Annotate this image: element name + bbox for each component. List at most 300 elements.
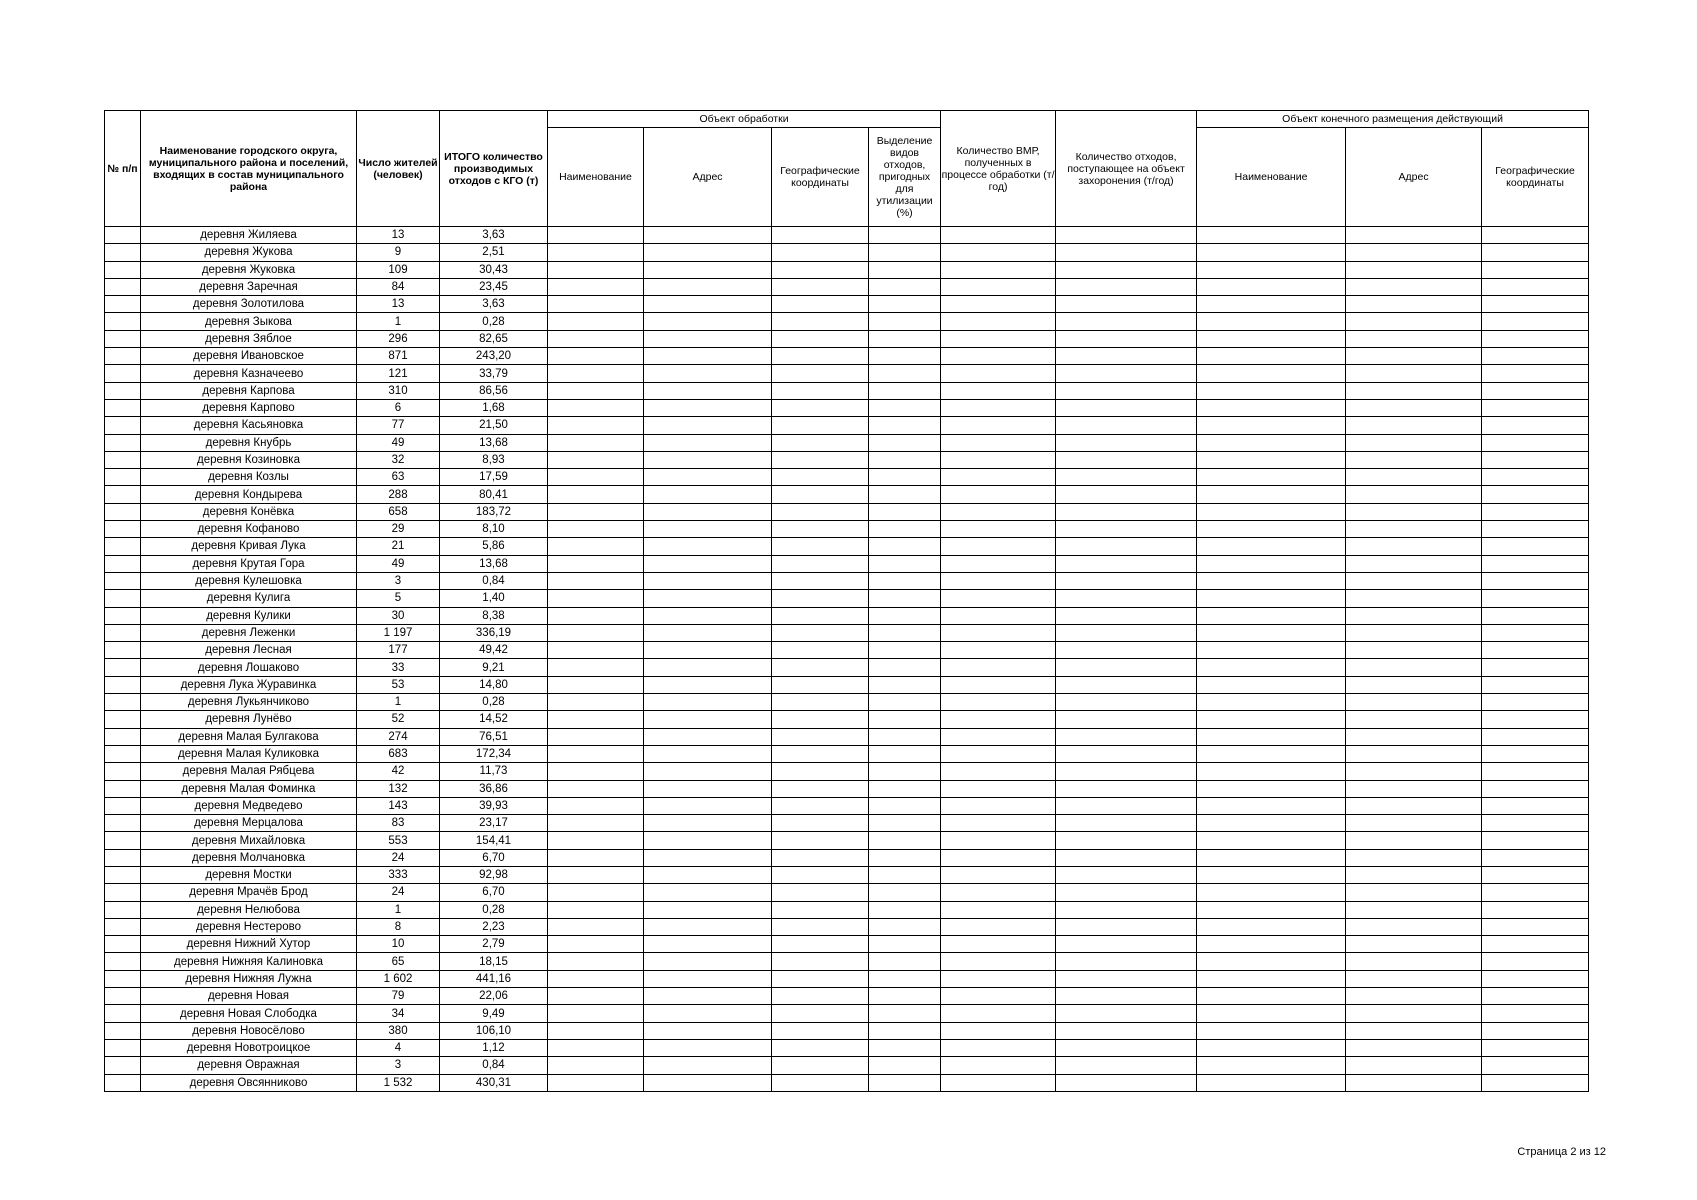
cell-name: деревня Ивановское — [141, 348, 357, 365]
cell-num — [105, 313, 141, 330]
cell-num — [105, 970, 141, 987]
cell-name: деревня Овсянниково — [141, 1074, 357, 1091]
cell-name: деревня Карпова — [141, 382, 357, 399]
cell-empty — [869, 988, 941, 1005]
cell-num — [105, 694, 141, 711]
cell-empty — [772, 763, 869, 780]
cell-empty — [644, 901, 772, 918]
cell-empty — [941, 728, 1056, 745]
cell-empty — [1482, 815, 1589, 832]
cell-empty — [548, 486, 644, 503]
cell-residents: 658 — [357, 503, 440, 520]
cell-num — [105, 797, 141, 814]
table-row — [105, 348, 1589, 365]
cell-num — [105, 866, 141, 883]
cell-empty — [1346, 417, 1482, 434]
cell-residents: 288 — [357, 486, 440, 503]
cell-empty — [941, 382, 1056, 399]
cell-empty — [1346, 330, 1482, 347]
cell-empty — [644, 849, 772, 866]
cell-empty — [644, 694, 772, 711]
cell-total: 18,15 — [440, 953, 548, 970]
cell-empty — [1346, 659, 1482, 676]
cell-empty — [1056, 815, 1197, 832]
cell-empty — [1056, 953, 1197, 970]
cell-empty — [1346, 572, 1482, 589]
cell-empty — [644, 1074, 772, 1091]
cell-name: деревня Нижний Хутор — [141, 936, 357, 953]
cell-residents: 4 — [357, 1039, 440, 1056]
cell-empty — [1197, 642, 1346, 659]
cell-empty — [644, 936, 772, 953]
cell-empty — [1197, 521, 1346, 538]
cell-empty — [644, 988, 772, 1005]
cell-num — [105, 417, 141, 434]
cell-empty — [548, 901, 644, 918]
cell-empty — [1056, 780, 1197, 797]
header-burial: Количество отходов, поступающее на объект захоронения (т/год) — [1056, 111, 1197, 227]
cell-name: деревня Кулешовка — [141, 572, 357, 589]
table-row — [105, 849, 1589, 866]
cell-empty — [548, 607, 644, 624]
cell-num — [105, 1022, 141, 1039]
cell-empty — [1197, 503, 1346, 520]
table-body — [105, 227, 1589, 1092]
cell-residents: 296 — [357, 330, 440, 347]
cell-empty — [644, 815, 772, 832]
cell-residents: 3 — [357, 1057, 440, 1074]
cell-num — [105, 676, 141, 693]
cell-empty — [1482, 1005, 1589, 1022]
cell-empty — [1197, 780, 1346, 797]
cell-empty — [548, 434, 644, 451]
cell-empty — [1197, 486, 1346, 503]
cell-empty — [1482, 763, 1589, 780]
cell-name: деревня Кнубрь — [141, 434, 357, 451]
cell-empty — [941, 521, 1056, 538]
cell-empty — [869, 278, 941, 295]
cell-empty — [1482, 1057, 1589, 1074]
cell-empty — [1482, 659, 1589, 676]
cell-residents: 143 — [357, 797, 440, 814]
cell-total: 0,28 — [440, 694, 548, 711]
cell-empty — [772, 936, 869, 953]
cell-num — [105, 365, 141, 382]
cell-total: 49,42 — [440, 642, 548, 659]
cell-empty — [1056, 728, 1197, 745]
cell-empty — [644, 884, 772, 901]
cell-empty — [1346, 901, 1482, 918]
cell-residents: 33 — [357, 659, 440, 676]
cell-empty — [1482, 538, 1589, 555]
cell-name: деревня Мерцалова — [141, 815, 357, 832]
table-row — [105, 1057, 1589, 1074]
cell-empty — [1056, 1005, 1197, 1022]
cell-name: деревня Малая Фоминка — [141, 780, 357, 797]
cell-empty — [1197, 694, 1346, 711]
cell-empty — [548, 1074, 644, 1091]
cell-empty — [1346, 1022, 1482, 1039]
cell-empty — [772, 694, 869, 711]
cell-empty — [644, 365, 772, 382]
cell-empty — [644, 970, 772, 987]
cell-empty — [1056, 348, 1197, 365]
cell-empty — [548, 348, 644, 365]
cell-residents: 310 — [357, 382, 440, 399]
cell-residents: 49 — [357, 434, 440, 451]
cell-empty — [772, 451, 869, 468]
cell-empty — [1197, 382, 1346, 399]
cell-empty — [644, 780, 772, 797]
cell-empty — [1482, 694, 1589, 711]
cell-name: деревня Жиляева — [141, 227, 357, 244]
cell-empty — [941, 1074, 1056, 1091]
cell-total: 1,40 — [440, 590, 548, 607]
cell-empty — [548, 659, 644, 676]
cell-num — [105, 486, 141, 503]
cell-name: деревня Кривая Лука — [141, 538, 357, 555]
cell-empty — [1482, 555, 1589, 572]
cell-empty — [1056, 988, 1197, 1005]
cell-empty — [1056, 590, 1197, 607]
table-row — [105, 659, 1589, 676]
cell-empty — [772, 970, 869, 987]
table-row — [105, 711, 1589, 728]
cell-empty — [869, 953, 941, 970]
cell-empty — [1056, 694, 1197, 711]
cell-empty — [1197, 676, 1346, 693]
cell-name: деревня Конёвка — [141, 503, 357, 520]
cell-empty — [941, 538, 1056, 555]
cell-empty — [1346, 624, 1482, 641]
cell-name: деревня Новая Слободка — [141, 1005, 357, 1022]
cell-empty — [1056, 936, 1197, 953]
cell-residents: 83 — [357, 815, 440, 832]
cell-empty — [644, 451, 772, 468]
cell-empty — [1056, 1039, 1197, 1056]
cell-empty — [644, 348, 772, 365]
cell-residents: 132 — [357, 780, 440, 797]
cell-name: деревня Михайловка — [141, 832, 357, 849]
table-row — [105, 797, 1589, 814]
cell-empty — [1346, 745, 1482, 762]
page-number: Страница 2 из 12 — [1517, 1146, 1606, 1158]
cell-empty — [1197, 417, 1346, 434]
cell-name: деревня Нижняя Лужна — [141, 970, 357, 987]
cell-empty — [772, 469, 869, 486]
cell-num — [105, 711, 141, 728]
cell-empty — [772, 866, 869, 883]
cell-residents: 53 — [357, 676, 440, 693]
cell-residents: 24 — [357, 884, 440, 901]
cell-empty — [1346, 763, 1482, 780]
cell-empty — [941, 642, 1056, 659]
cell-empty — [941, 936, 1056, 953]
cell-empty — [869, 330, 941, 347]
cell-empty — [1482, 849, 1589, 866]
cell-empty — [869, 780, 941, 797]
table-row — [105, 365, 1589, 382]
cell-num — [105, 642, 141, 659]
cell-empty — [1056, 884, 1197, 901]
cell-empty — [1346, 227, 1482, 244]
cell-total: 0,84 — [440, 1057, 548, 1074]
cell-total: 82,65 — [440, 330, 548, 347]
cell-empty — [1482, 901, 1589, 918]
table-row — [105, 590, 1589, 607]
cell-empty — [1346, 642, 1482, 659]
cell-empty — [644, 417, 772, 434]
cell-empty — [1482, 918, 1589, 935]
cell-num — [105, 884, 141, 901]
cell-name: деревня Зяблое — [141, 330, 357, 347]
cell-empty — [1346, 382, 1482, 399]
cell-total: 76,51 — [440, 728, 548, 745]
cell-num — [105, 227, 141, 244]
table-row — [105, 486, 1589, 503]
cell-empty — [1056, 313, 1197, 330]
cell-total: 2,23 — [440, 918, 548, 935]
cell-empty — [548, 849, 644, 866]
cell-empty — [1056, 642, 1197, 659]
cell-residents: 10 — [357, 936, 440, 953]
cell-name: деревня Карпово — [141, 399, 357, 416]
cell-empty — [644, 866, 772, 883]
cell-empty — [941, 780, 1056, 797]
cell-residents: 1 — [357, 694, 440, 711]
cell-empty — [941, 330, 1056, 347]
cell-name: деревня Казначеево — [141, 365, 357, 382]
table-header — [105, 111, 1589, 227]
cell-empty — [1346, 884, 1482, 901]
cell-total: 0,28 — [440, 313, 548, 330]
table-row — [105, 538, 1589, 555]
cell-empty — [772, 572, 869, 589]
cell-empty — [869, 901, 941, 918]
cell-total: 6,70 — [440, 849, 548, 866]
cell-num — [105, 399, 141, 416]
cell-residents: 52 — [357, 711, 440, 728]
cell-empty — [644, 434, 772, 451]
cell-empty — [772, 521, 869, 538]
cell-empty — [644, 572, 772, 589]
cell-empty — [941, 797, 1056, 814]
cell-num — [105, 382, 141, 399]
cell-empty — [548, 521, 644, 538]
cell-empty — [644, 1005, 772, 1022]
cell-empty — [941, 763, 1056, 780]
cell-empty — [1056, 745, 1197, 762]
cell-residents: 21 — [357, 538, 440, 555]
cell-empty — [548, 451, 644, 468]
cell-num — [105, 607, 141, 624]
cell-num — [105, 763, 141, 780]
cell-empty — [941, 1022, 1056, 1039]
table-row — [105, 1005, 1589, 1022]
cell-empty — [869, 382, 941, 399]
cell-empty — [1482, 711, 1589, 728]
cell-empty — [772, 555, 869, 572]
cell-empty — [772, 642, 869, 659]
cell-empty — [1482, 399, 1589, 416]
cell-empty — [548, 745, 644, 762]
cell-empty — [548, 642, 644, 659]
cell-residents: 109 — [357, 261, 440, 278]
header-final-coords: Географические координаты — [1482, 128, 1589, 227]
cell-empty — [772, 330, 869, 347]
cell-empty — [1197, 278, 1346, 295]
cell-empty — [1482, 642, 1589, 659]
cell-total: 14,80 — [440, 676, 548, 693]
cell-empty — [869, 624, 941, 641]
cell-residents: 13 — [357, 227, 440, 244]
cell-empty — [941, 434, 1056, 451]
header-proc-coords: Географические координаты — [772, 128, 869, 227]
cell-name: деревня Лунёво — [141, 711, 357, 728]
cell-empty — [869, 970, 941, 987]
table-row — [105, 953, 1589, 970]
cell-empty — [1056, 434, 1197, 451]
cell-empty — [941, 244, 1056, 261]
cell-empty — [548, 1057, 644, 1074]
cell-empty — [644, 227, 772, 244]
cell-empty — [1482, 296, 1589, 313]
cell-num — [105, 451, 141, 468]
cell-empty — [869, 832, 941, 849]
cell-num — [105, 832, 141, 849]
cell-empty — [772, 590, 869, 607]
cell-empty — [772, 832, 869, 849]
cell-num — [105, 278, 141, 295]
cell-empty — [548, 1022, 644, 1039]
cell-empty — [1346, 988, 1482, 1005]
cell-total: 172,34 — [440, 745, 548, 762]
header-final-name: Наименование — [1197, 128, 1346, 227]
cell-empty — [941, 884, 1056, 901]
cell-empty — [772, 745, 869, 762]
cell-name: деревня Новосёлово — [141, 1022, 357, 1039]
cell-num — [105, 745, 141, 762]
cell-name: деревня Заречная — [141, 278, 357, 295]
cell-empty — [941, 1057, 1056, 1074]
cell-empty — [869, 936, 941, 953]
cell-name: деревня Козиновка — [141, 451, 357, 468]
cell-empty — [1197, 815, 1346, 832]
cell-empty — [941, 365, 1056, 382]
cell-residents: 274 — [357, 728, 440, 745]
cell-num — [105, 624, 141, 641]
cell-total: 1,68 — [440, 399, 548, 416]
cell-empty — [548, 538, 644, 555]
cell-total: 336,19 — [440, 624, 548, 641]
table-row — [105, 313, 1589, 330]
table-row — [105, 417, 1589, 434]
table-row — [105, 382, 1589, 399]
header-residents: Число жителей (человек) — [357, 111, 440, 227]
cell-residents: 34 — [357, 1005, 440, 1022]
cell-empty — [644, 399, 772, 416]
cell-empty — [869, 1074, 941, 1091]
cell-name: деревня Молчановка — [141, 849, 357, 866]
cell-residents: 49 — [357, 555, 440, 572]
cell-num — [105, 538, 141, 555]
cell-num — [105, 918, 141, 935]
cell-empty — [772, 261, 869, 278]
cell-empty — [644, 538, 772, 555]
cell-empty — [869, 434, 941, 451]
cell-empty — [1346, 849, 1482, 866]
cell-empty — [1346, 694, 1482, 711]
cell-empty — [548, 711, 644, 728]
cell-empty — [941, 555, 1056, 572]
cell-empty — [644, 745, 772, 762]
cell-num — [105, 1005, 141, 1022]
cell-residents: 30 — [357, 607, 440, 624]
table-row — [105, 278, 1589, 295]
header-total: ИТОГО количество производимых отходов с КГО (т) — [440, 111, 548, 227]
cell-name: деревня Козлы — [141, 469, 357, 486]
cell-empty — [644, 918, 772, 935]
cell-empty — [772, 227, 869, 244]
cell-total: 5,86 — [440, 538, 548, 555]
cell-empty — [1482, 382, 1589, 399]
cell-empty — [1056, 469, 1197, 486]
cell-empty — [548, 227, 644, 244]
cell-empty — [1056, 970, 1197, 987]
cell-num — [105, 521, 141, 538]
cell-empty — [1197, 1039, 1346, 1056]
cell-empty — [548, 365, 644, 382]
cell-residents: 6 — [357, 399, 440, 416]
cell-total: 11,73 — [440, 763, 548, 780]
cell-empty — [941, 503, 1056, 520]
cell-empty — [1197, 434, 1346, 451]
cell-num — [105, 261, 141, 278]
cell-empty — [1197, 745, 1346, 762]
table-row — [105, 451, 1589, 468]
cell-empty — [869, 503, 941, 520]
cell-empty — [941, 486, 1056, 503]
table-row — [105, 763, 1589, 780]
cell-empty — [772, 780, 869, 797]
cell-empty — [941, 607, 1056, 624]
cell-empty — [548, 469, 644, 486]
cell-empty — [869, 486, 941, 503]
table-row — [105, 918, 1589, 935]
cell-residents: 77 — [357, 417, 440, 434]
cell-empty — [941, 227, 1056, 244]
cell-empty — [1056, 676, 1197, 693]
cell-name: деревня Лошаково — [141, 659, 357, 676]
cell-empty — [772, 278, 869, 295]
cell-name: деревня Нелюбова — [141, 901, 357, 918]
cell-empty — [772, 849, 869, 866]
cell-num — [105, 244, 141, 261]
cell-empty — [1346, 832, 1482, 849]
cell-residents: 177 — [357, 642, 440, 659]
cell-empty — [869, 313, 941, 330]
cell-total: 0,28 — [440, 901, 548, 918]
cell-empty — [1197, 797, 1346, 814]
cell-empty — [1346, 469, 1482, 486]
cell-empty — [1346, 348, 1482, 365]
cell-num — [105, 780, 141, 797]
cell-empty — [548, 417, 644, 434]
cell-empty — [869, 590, 941, 607]
cell-empty — [548, 382, 644, 399]
cell-empty — [548, 866, 644, 883]
cell-empty — [941, 676, 1056, 693]
